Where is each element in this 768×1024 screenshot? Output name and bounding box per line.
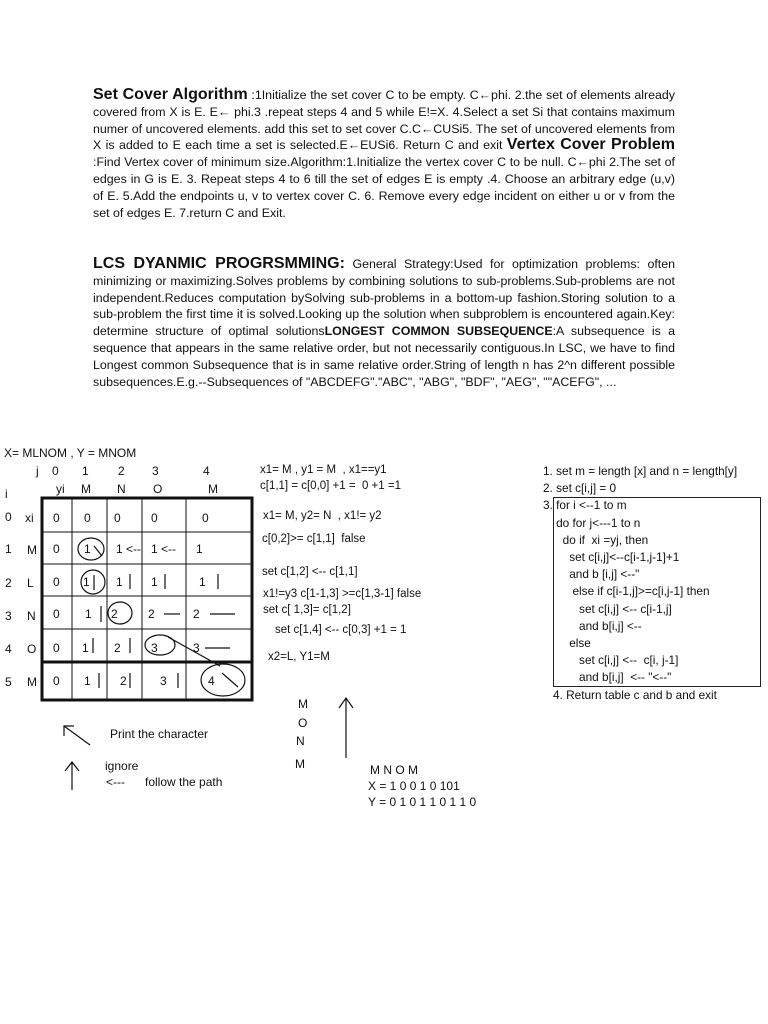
cell-4-3: 3 <box>151 641 158 655</box>
cell-1-2: 1 <-- <box>116 542 142 556</box>
lcs-algorithm <box>543 463 768 704</box>
cell-2-2: 1 <box>116 575 123 589</box>
trace-letter-n: N <box>296 734 305 748</box>
cell-2-0: 0 <box>53 575 60 589</box>
legend-print-text: Print the character <box>110 727 209 741</box>
col-index-4: 4 <box>203 464 210 478</box>
col-char-3: O <box>153 482 163 496</box>
cell-4-2: 2 <box>114 641 121 655</box>
cell-3-0: 0 <box>53 607 60 621</box>
row-char-4: O <box>27 642 37 656</box>
algo-line-12: set c[i,j] <-- c[i, j-1] <box>543 653 679 668</box>
note-6: x1!=y3 c[1-1,3] >=c[1,3-1] false <box>263 588 422 600</box>
cell-0-0: 0 <box>53 511 60 525</box>
set-cover-and-vertex-cover-paragraph <box>93 87 675 221</box>
note-8: set c[1,4] <-- c[0,3] +1 = 1 <box>275 624 407 636</box>
vertex-cover-heading: Vertex Cover Problem <box>506 136 676 154</box>
cell-4-4: 3 <box>193 641 200 655</box>
algo-line-8: else if c[i-1,j]>=c[i,j-1] then <box>543 584 710 599</box>
note-4: c[0,2]>= c[1,1] false <box>262 533 366 545</box>
diagonal-arrow-icon <box>222 673 238 687</box>
algo-line-4: do for j<---1 to n <box>543 515 641 530</box>
lcs-heading: LCS DYANMIC PROGRSMMING: <box>93 255 345 272</box>
row-index-5: 5 <box>5 675 12 689</box>
cell-0-3: 0 <box>151 511 158 525</box>
algo-line-9: set c[i,j] <-- c[i-1,j] <box>543 601 672 616</box>
lcs-subheading: LONGEST COMMON SUBSEQUENCE <box>324 324 553 339</box>
row-index-1: 1 <box>5 542 12 556</box>
cell-0-2: 0 <box>114 511 121 525</box>
cell-3-3: 2 <box>148 607 155 621</box>
lcs-paragraph <box>93 256 675 390</box>
legend-follow-arrow: <--- <box>106 775 125 789</box>
col-index-2: 2 <box>118 464 125 478</box>
cell-4-0: 0 <box>53 641 60 655</box>
diagonal-arrow-icon <box>94 546 102 556</box>
cell-2-4: 1 <box>199 575 206 589</box>
table-grid <box>42 498 252 700</box>
algo-line-6: set c[i,j]<--c[i-1,j-1]+1 <box>543 550 680 565</box>
row-index-2: 2 <box>5 576 12 590</box>
col-index-1: 1 <box>82 464 89 478</box>
cell-1-3: 1 <-- <box>151 542 177 556</box>
cell-5-0: 0 <box>53 674 60 688</box>
algo-line-7: and b [i,j] <--" <box>543 567 640 582</box>
lcs-definition-text: :A subsequence is a sequence that appears in the same relative order, but not necessarily contiguous.In LSC, we have to find Longest common Subsequence that is in same relative order.String of length n has 2^n different possible subsequences.E.g.--Subsequences of "ABCDEFG"."ABC", "ABG", "BDF", "AEG", ""ACEFG", ... <box>93 324 675 389</box>
trace-letter-m: M <box>298 697 308 711</box>
algo-line-13: and b[i,j] <-- "<--" <box>543 670 672 685</box>
i-label: i <box>5 487 8 501</box>
row-char-5: M <box>27 675 37 689</box>
algo-line-10: and b[i,j] <-- <box>543 618 642 633</box>
col-char-1: M <box>81 482 91 496</box>
col-char-0: yi <box>56 482 65 496</box>
set-cover-heading: Set Cover Algorithm <box>93 86 248 103</box>
col-index-0: 0 <box>52 464 59 478</box>
cell-5-4: 4 <box>208 674 215 688</box>
legend-follow-text: follow the path <box>145 775 223 789</box>
j-label: j <box>36 464 39 478</box>
note-9: x2=L, Y1=M <box>268 651 330 663</box>
note-2: c[1,1] = c[0,0] +1 = 0 +1 =1 <box>260 480 401 492</box>
algo-line-1: 1. set m = length [x] and n = length[y] <box>543 464 738 478</box>
vertex-cover-text: :Find Vertex cover of minimum size.Algorithm:1.Initialize the vertex cover C to be null. C←phi 2.The set of edges in G is E. 3. Repeat steps 4 to 6 till the set of edges E is empty .4. Choose an arbitrary edge (u,v) of E. 5.Add the endpoints u, v to vertex cover C. 6. Remove every edge incident on either u or v from the set of edges E. 7.return C and Exit. <box>93 155 675 220</box>
cell-5-3: 3 <box>160 674 167 688</box>
cell-1-4: 1 <box>196 542 203 556</box>
cell-3-1: 1 <box>85 607 92 621</box>
row-char-1: M <box>27 543 37 557</box>
cell-4-1: 1 <box>82 641 89 655</box>
cell-3-2: 2 <box>111 607 118 621</box>
cell-5-1: 1 <box>84 674 91 688</box>
binary-label: M N O M <box>370 763 418 777</box>
diagonal-arrow-legend-icon <box>64 726 90 745</box>
trace-letter-o: O <box>298 716 308 730</box>
set-cover-text: :1Initialize the set cover C to be empty. C←phi. 2.the set of elements already covered from X is E. E← phi.3 .repeat steps 4 and 5 while E!=X. 4.Select a set Si that contains maximum numer of uncovered elements. add this set to set cover C.C←CUSi5. The set of uncovered elements from X is added to E each time a set is selected.E←EUSi6. Return C and exit <box>93 88 676 153</box>
algo-line-11: else <box>543 636 591 651</box>
lcs-text: General Strategy:Used for optimization problems: often minimizing or maximizing.Solves problems by combining solutions to sub-problems.Sub-problems are not independent.Reduces computation bySolving sub-problems in a bottom-up fashion.Storing solution to a sub-problem the first time it is solved.Looking up the solution when subproblem is encountered again.Key: determine structure of optimal solutions <box>93 257 675 339</box>
cell-3-4: 2 <box>193 607 200 621</box>
row-char-2: L <box>27 576 34 590</box>
row-char-3: N <box>27 609 36 623</box>
cell-1-0: 0 <box>53 542 60 556</box>
legend-ignore-text: ignore <box>105 759 139 773</box>
note-1: x1= M , y1 = M , x1==y1 <box>260 464 387 476</box>
note-7: set c[ 1,3]= c[1,2] <box>263 604 351 616</box>
table-title: X= MLNOM , Y = MNOM <box>4 446 137 460</box>
cell-0-4: 0 <box>202 511 209 525</box>
algo-line-2: 2. set c[i,j] = 0 <box>543 481 617 496</box>
note-3: x1= M, y2= N , x1!= y2 <box>263 510 382 522</box>
cell-2-3: 1 <box>151 575 158 589</box>
col-char-4: M <box>208 482 218 496</box>
binary-y: Y = 0 1 0 1 1 0 1 1 0 <box>368 795 477 809</box>
cell-0-1: 0 <box>84 511 91 525</box>
cell-5-2: 2 <box>120 674 127 688</box>
note-5: set c[1,2] <-- c[1,1] <box>262 566 358 578</box>
row-index-4: 4 <box>5 642 12 656</box>
trace-letter-m-2: M <box>295 757 305 771</box>
algo-line-14: 4. Return table c and b and exit <box>553 687 717 702</box>
col-index-3: 3 <box>152 464 159 478</box>
algo-line-3: 3. for i <--1 to m <box>543 498 627 513</box>
binary-x: X = 1 0 0 1 0 101 <box>368 779 460 793</box>
row-index-3: 3 <box>5 609 12 623</box>
algo-line-5: do if xi =yj, then <box>543 532 649 547</box>
cell-1-1: 1 <box>84 542 91 556</box>
row-index-0: 0 <box>5 510 12 524</box>
col-char-2: N <box>117 482 126 496</box>
circle-cell-1-1 <box>78 538 104 560</box>
row-char-0: xi <box>25 511 34 525</box>
cell-2-1: 1 <box>83 575 90 589</box>
